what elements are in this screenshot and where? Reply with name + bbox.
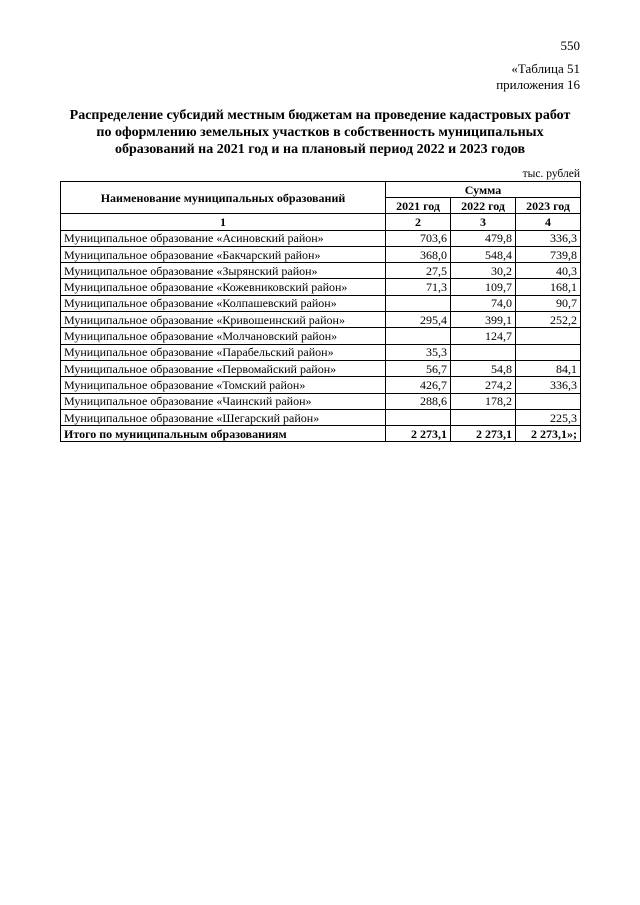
- row-value-2023: 90,7: [516, 295, 581, 311]
- table-reference-line2: приложения 16: [496, 77, 580, 92]
- row-value-2023: [516, 393, 581, 409]
- row-value-2023: 336,3: [516, 230, 581, 246]
- table-row: [61, 393, 581, 409]
- row-value-2023: 225,3: [516, 409, 581, 425]
- table-row: [61, 360, 581, 376]
- table-row: [61, 312, 581, 328]
- total-2022: 2 273,1: [451, 426, 516, 442]
- table-row: [61, 328, 581, 344]
- total-label: Итого по муниципальным образованиям: [61, 426, 386, 442]
- header-sum: Сумма: [386, 182, 581, 198]
- header-2022: 2022 год: [451, 198, 516, 214]
- col-number-2: 2: [386, 214, 451, 230]
- row-value-2021: 71,3: [386, 279, 451, 295]
- table-row: [61, 230, 581, 246]
- row-value-2023: [516, 328, 581, 344]
- row-name: Муниципальное образование «Кривошеинский район»: [61, 312, 386, 328]
- row-name: Муниципальное образование «Молчановский район»: [61, 328, 386, 344]
- col-number-4: 4: [516, 214, 581, 230]
- row-value-2021: 56,7: [386, 360, 451, 376]
- table-row: [61, 377, 581, 393]
- title-line1: Распределение субсидий местным бюджетам на проведение кадастровых работ: [69, 108, 571, 123]
- page-number: 550: [560, 38, 580, 53]
- total-2021: 2 273,1: [386, 426, 451, 442]
- row-value-2022: 479,8: [451, 230, 516, 246]
- row-value-2022: 548,4: [451, 246, 516, 262]
- total-2023: 2 273,1»;: [516, 426, 581, 442]
- table-reference-line1: «Таблица 51: [511, 61, 580, 76]
- row-value-2023: 252,2: [516, 312, 581, 328]
- row-name: Муниципальное образование «Колпашевский район»: [61, 295, 386, 311]
- row-value-2022: 399,1: [451, 312, 516, 328]
- row-value-2021: 288,6: [386, 393, 451, 409]
- row-value-2022: 178,2: [451, 393, 516, 409]
- row-value-2022: 274,2: [451, 377, 516, 393]
- row-name: Муниципальное образование «Чаинский район»: [61, 393, 386, 409]
- row-name: Муниципальное образование «Шегарский район»: [61, 409, 386, 425]
- row-value-2022: 30,2: [451, 263, 516, 279]
- row-value-2021: [386, 409, 451, 425]
- table-row: [61, 295, 581, 311]
- title-line2: по оформлению земельных участков в собственность муниципальных: [96, 125, 544, 140]
- row-value-2021: 703,6: [386, 230, 451, 246]
- col-number-1: 1: [61, 214, 386, 230]
- row-value-2021: [386, 328, 451, 344]
- header-name: Наименование муниципальных образований: [61, 182, 386, 214]
- row-name: Муниципальное образование «Парабельский район»: [61, 344, 386, 360]
- row-value-2023: 40,3: [516, 263, 581, 279]
- row-value-2023: 168,1: [516, 279, 581, 295]
- row-value-2023: 336,3: [516, 377, 581, 393]
- table-row: [61, 409, 581, 425]
- row-value-2023: [516, 344, 581, 360]
- row-name: Муниципальное образование «Бакчарский район»: [61, 246, 386, 262]
- row-name: Муниципальное образование «Кожевниковский район»: [61, 279, 386, 295]
- row-value-2021: 368,0: [386, 246, 451, 262]
- table-row: [61, 344, 581, 360]
- row-value-2023: 739,8: [516, 246, 581, 262]
- document-title: [60, 107, 580, 158]
- row-name: Муниципальное образование «Первомайский район»: [61, 360, 386, 376]
- table-row: [61, 279, 581, 295]
- col-number-3: 3: [451, 214, 516, 230]
- table-reference: [496, 61, 580, 93]
- row-value-2022: 124,7: [451, 328, 516, 344]
- row-value-2022: 54,8: [451, 360, 516, 376]
- row-value-2023: 84,1: [516, 360, 581, 376]
- subsidy-table: [60, 181, 581, 442]
- row-value-2021: [386, 295, 451, 311]
- row-value-2021: 35,3: [386, 344, 451, 360]
- row-value-2021: 426,7: [386, 377, 451, 393]
- row-name: Муниципальное образование «Асиновский район»: [61, 230, 386, 246]
- total-row: [61, 426, 581, 442]
- header-2023: 2023 год: [516, 198, 581, 214]
- row-value-2022: 74,0: [451, 295, 516, 311]
- units-label: тыс. рублей: [522, 168, 580, 180]
- header-2021: 2021 год: [386, 198, 451, 214]
- row-value-2021: 295,4: [386, 312, 451, 328]
- table-row: [61, 246, 581, 262]
- title-line3: образований на 2021 год и на плановый период 2022 и 2023 годов: [114, 142, 526, 157]
- row-value-2021: 27,5: [386, 263, 451, 279]
- row-name: Муниципальное образование «Томский район»: [61, 377, 386, 393]
- row-value-2022: [451, 409, 516, 425]
- row-value-2022: 109,7: [451, 279, 516, 295]
- row-value-2022: [451, 344, 516, 360]
- row-name: Муниципальное образование «Зырянский район»: [61, 263, 386, 279]
- table-row: [61, 263, 581, 279]
